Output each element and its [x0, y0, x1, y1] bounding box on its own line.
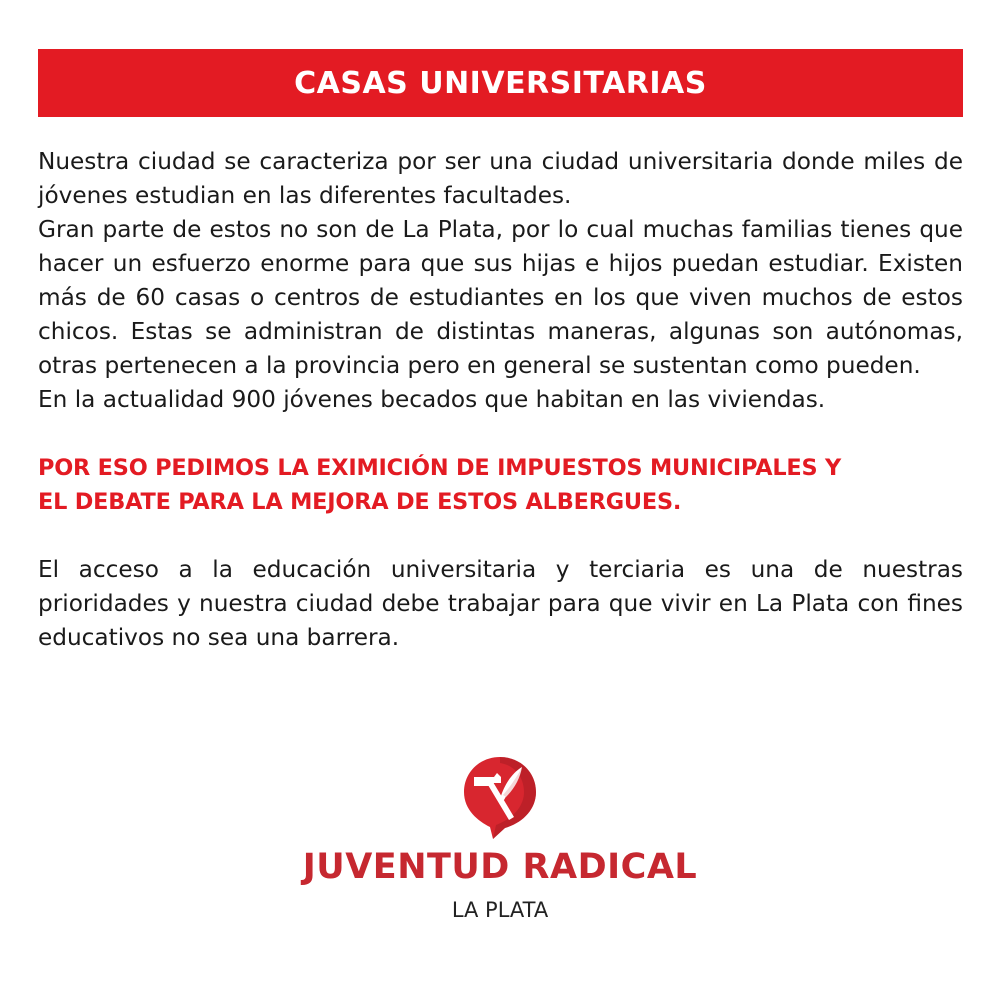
statistic-paragraph: En la actualidad 900 jóvenes becados que habitan en las viviendas.	[38, 386, 826, 413]
page-title: CASAS UNIVERSITARIAS	[294, 65, 707, 101]
intro-paragraph: Nuestra ciudad se caracteriza por ser una ciudad universitaria donde miles de jóvenes estudian en las diferentes facultades.	[38, 148, 963, 209]
organization-city: LA PLATA	[451, 898, 549, 922]
closing-paragraph: El acceso a la educación universitaria y terciaria es una de nuestras prioridades y nuestra ciudad debe trabajar para que vivir en La Plata con fines educativos no sea una barrera.	[38, 556, 963, 651]
organization-name: JUVENTUD RADICAL	[302, 847, 698, 887]
context-paragraph: Gran parte de estos no son de La Plata, por lo cual muchas familias tienes que hacer un esfuerzo enorme para que sus hijas e hijos puedan estudiar. Existen más de 60 casas o centros de estudiantes en los que viven muchos de estos chicos. Estas se administran de distintas maneras, algunas son autónomas, otras pertenecen a la provincia pero en general se sustentan como pueden.	[38, 216, 963, 379]
header-banner	[38, 49, 963, 117]
demand-callout-line-1: POR ESO PEDIMOS LA EXIMICIÓN DE IMPUESTOS MUNICIPALES Y	[38, 455, 842, 481]
main-content	[38, 145, 963, 655]
map-pin-hammer-quill-icon	[460, 755, 540, 841]
demand-callout-line-2: EL DEBATE PARA LA MEJORA DE ESTOS ALBERGUES.	[38, 489, 682, 515]
demand-callout	[38, 451, 963, 519]
organization-logo	[0, 755, 1000, 923]
